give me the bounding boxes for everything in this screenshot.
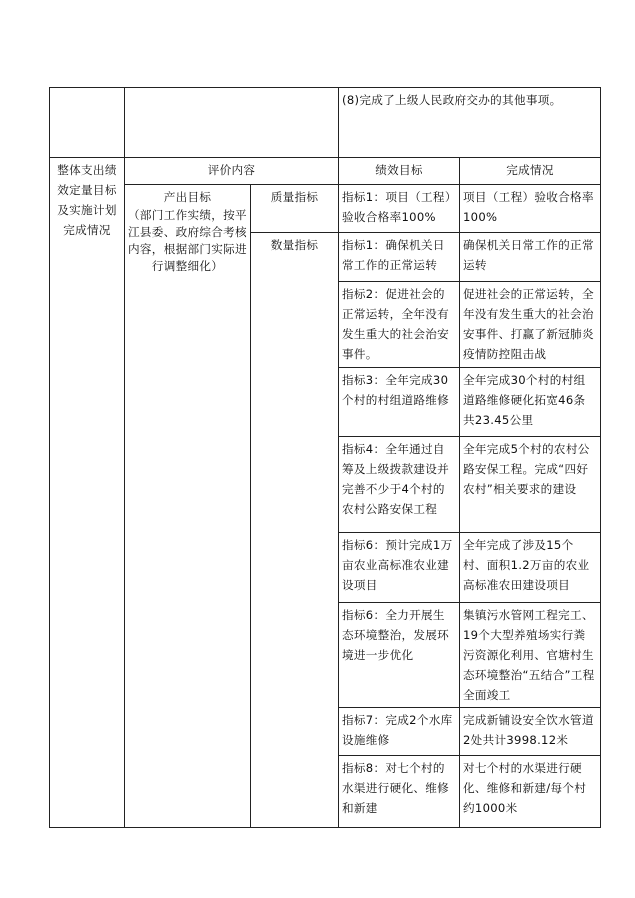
goal-cell: 指标6：预计完成1万亩农业高标准农业建设项目 bbox=[339, 533, 460, 603]
goal-cell: 指标1：确保机关日常工作的正常运转 bbox=[339, 233, 460, 282]
section-title bbox=[50, 158, 125, 828]
done-cell: 全年完成30个村的村组道路维修硬化拓宽46条共23.45公里 bbox=[460, 368, 601, 437]
header-eval-content: 评价内容 bbox=[125, 158, 339, 185]
goal-cell: 指标2：促进社会的正常运转，全年没有发生重大的社会治安事件。 bbox=[339, 282, 460, 368]
done-cell: 对七个村的水渠进行硬化、维修和新建/每个村约1000米 bbox=[460, 756, 601, 828]
top-row bbox=[50, 88, 601, 158]
output-target-title: 产出目标 bbox=[163, 190, 212, 204]
goal-cell: 指标4：全年通过自筹及上级拨款建设并完善不少于4个村的农村公路安保工程 bbox=[339, 437, 460, 533]
top-left-cell bbox=[50, 88, 125, 158]
goal-cell: 指标6：全力开展生态环境整治，发展环境进一步优化 bbox=[339, 603, 460, 708]
done-cell: 确保机关日常工作的正常运转 bbox=[460, 233, 601, 282]
done-cell: 全年完成5个村的农村公路安保工程。完成“四好农村”相关要求的建设 bbox=[460, 437, 601, 533]
header-row bbox=[50, 158, 601, 185]
header-completion: 完成情况 bbox=[460, 158, 601, 185]
section-title-text: 整体支出绩效定量目标及实施计划完成情况 bbox=[57, 163, 117, 237]
done-cell: 完成新铺设安全饮水管道2处共计3998.12米 bbox=[460, 708, 601, 756]
performance-table bbox=[49, 87, 601, 828]
top-row-text: (8)完成了上级人民政府交办的其他事项。 bbox=[339, 88, 601, 158]
header-perf-goal: 绩效目标 bbox=[339, 158, 460, 185]
goal-cell: 指标8：对七个村的水渠进行硬化、维修和新建 bbox=[339, 756, 460, 828]
goal-cell: 指标7：完成2个水库设施维修 bbox=[339, 708, 460, 756]
top-middle-cell bbox=[125, 88, 339, 158]
done-cell: 全年完成了涉及15个村、面积1.2万亩的农业高标准农田建设项目 bbox=[460, 533, 601, 603]
goal-cell: 指标1：项目（工程）验收合格率100% bbox=[339, 185, 460, 233]
table-row bbox=[50, 185, 601, 233]
quality-indicator-label: 质量指标 bbox=[251, 185, 339, 233]
done-cell: 集镇污水管网工程完工、19个大型养殖场实行粪污资源化利用、官塘村生态环境整治“五结合”工程全面竣工 bbox=[460, 603, 601, 708]
output-target-cell bbox=[125, 185, 251, 828]
output-target-note: （部门工作实绩，按平江县委、政府综合考核内容，根据部门实际进行调整细化） bbox=[128, 208, 247, 273]
done-cell: 项目（工程）验收合格率100% bbox=[460, 185, 601, 233]
goal-cell: 指标3：全年完成30个村的村组道路维修 bbox=[339, 368, 460, 437]
quantity-indicator-label: 数量指标 bbox=[251, 233, 339, 828]
done-cell: 促进社会的正常运转，全年没有发生重大的社会治安事件、打赢了新冠肺炎疫情防控阻击战 bbox=[460, 282, 601, 368]
